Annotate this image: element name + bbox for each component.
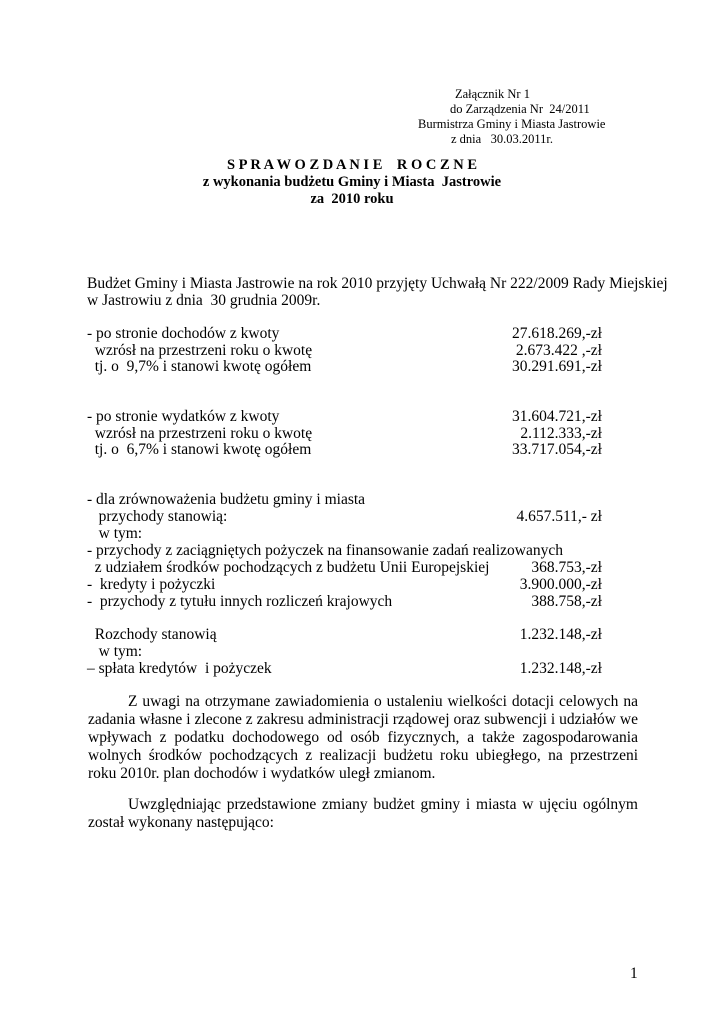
- outflows-label: Rozchody stanowią: [87, 626, 217, 643]
- outflows-repayment-label: – spłata kredytów i pożyczek: [87, 660, 272, 677]
- mayor-reference: Burmistrza Gminy i Miasta Jastrowie: [418, 117, 606, 131]
- intro-line-2: w Jastrowiu z dnia 30 grudnia 2009r.: [87, 292, 321, 309]
- document-year: za 2010 roku: [310, 191, 394, 207]
- revenues-breakdown-label: w tym:: [87, 525, 143, 542]
- paragraph-execution-text: Uwzględniając przedstawione zmiany budżet gminy i miasta w ujęciu ogólnym został wykonany następująco:: [88, 796, 638, 831]
- income-label-increase: wzrósł na przestrzeni roku o kwotę: [87, 342, 313, 359]
- annex-label: Załącznik Nr 1: [455, 87, 530, 101]
- expenses-amount-base: 31.604.721,-zł: [512, 408, 602, 425]
- expenses-label-increase: wzrósł na przestrzeni roku o kwotę: [87, 425, 313, 442]
- income-label-total: tj. o 9,7% i stanowi kwotę ogółem: [87, 358, 312, 375]
- revenues-other-label: - przychody z tytułu innych rozliczeń krajowych: [87, 593, 393, 610]
- outflows-repayment-amount: 1.232.148,-zł: [519, 660, 602, 677]
- revenues-amount: 4.657.511,- zł: [516, 508, 602, 525]
- outflows-breakdown-label: w tym:: [87, 643, 143, 660]
- revenues-intro: - dla zrównoważenia budżetu gminy i miasta: [87, 491, 366, 508]
- paragraph-execution: [88, 796, 638, 832]
- ordinance-date: z dnia 30.03.2011r.: [451, 132, 553, 146]
- page-number: 1: [630, 965, 638, 982]
- revenues-loans-eu-line-1: - przychody z zaciągniętych pożyczek na finansowanie zadań realizowanych: [87, 542, 563, 559]
- income-label-base: - po stronie dochodów z kwoty: [87, 325, 280, 342]
- outflows-amount: 1.232.148,-zł: [519, 626, 602, 643]
- revenues-credits-label: - kredyty i pożyczki: [87, 576, 216, 593]
- paragraph-changes-text: Z uwagi na otrzymane zawiadomienia o ustaleniu wielkości dotacji celowych na zadania własne i zlecone z zakresu administracji rządowej oraz subwencji i udziałów we wpływach z podatku dochodowego od osób fizycznych, a także zagospodarowania wolnych środków pochodzących z realizacji budżetu roku ubiegłego, na przestrzeni roku 2010r. plan dochodów i wydatków uległ zmianom.: [88, 693, 638, 782]
- expenses-label-base: - po stronie wydatków z kwoty: [87, 408, 280, 425]
- revenues-credits-amount: 3.900.000,-zł: [519, 576, 602, 593]
- ordinance-reference: do Zarządzenia Nr 24/2011: [450, 102, 590, 116]
- document-subtitle: z wykonania budżetu Gminy i Miasta Jastrowie: [202, 174, 502, 190]
- document-title: S P R A W O Z D A N I E R O C Z N E: [226, 157, 478, 173]
- income-amount-increase: 2.673.422 ,-zł: [515, 342, 602, 359]
- expenses-amount-increase: 2.112.333,-zł: [520, 425, 602, 442]
- revenues-label: przychody stanowią:: [87, 508, 228, 525]
- income-amount-base: 27.618.269,-zł: [512, 325, 602, 342]
- intro-line-1: Budżet Gminy i Miasta Jastrowie na rok 2010 przyjęty Uchwałą Nr 222/2009 Rady Miejskiej: [87, 275, 668, 292]
- expenses-amount-total: 33.717.054,-zł: [512, 441, 602, 458]
- expenses-label-total: tj. o 6,7% i stanowi kwotę ogółem: [87, 441, 312, 458]
- revenues-loans-eu-line-2: z udziałem środków pochodzących z budżetu Unii Europejskiej: [87, 559, 490, 576]
- revenues-other-amount: 388.758,-zł: [531, 593, 602, 610]
- income-amount-total: 30.291.691,-zł: [512, 358, 602, 375]
- paragraph-changes: [88, 693, 638, 783]
- revenues-loans-eu-amount: 368.753,-zł: [531, 559, 602, 576]
